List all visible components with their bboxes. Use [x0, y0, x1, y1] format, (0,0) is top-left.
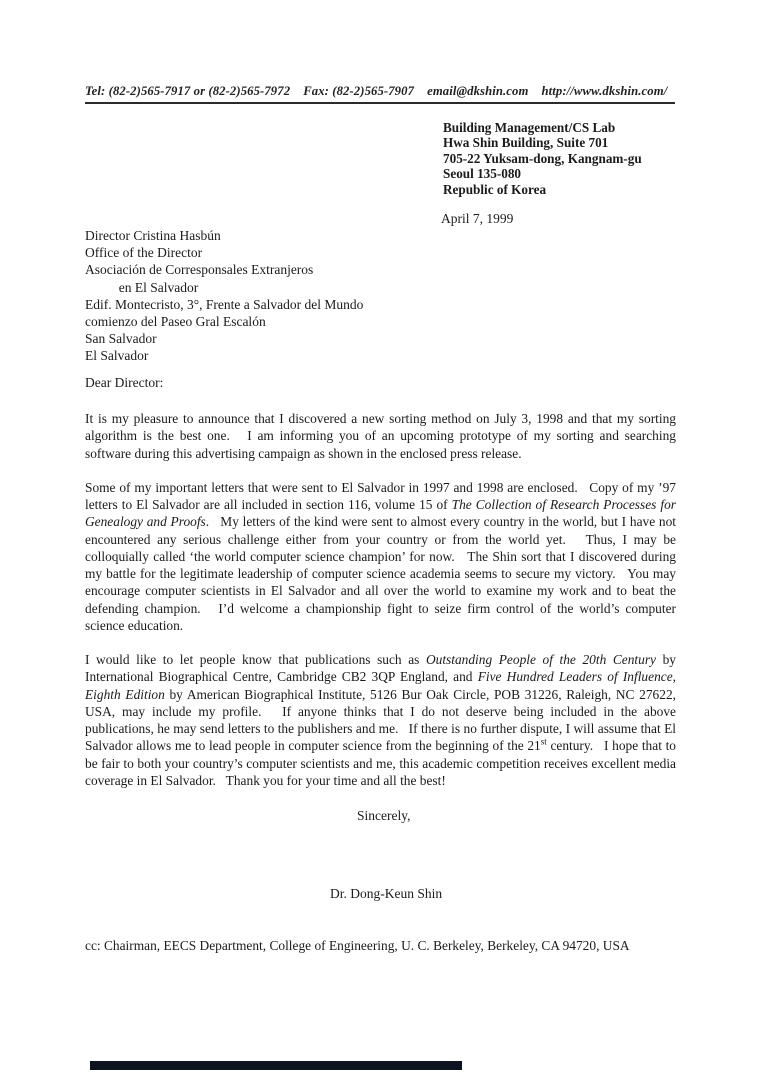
closing-line: Sincerely,	[357, 808, 411, 823]
paragraph-2: Some of my important letters that were sent to El Salvador in 1997 and 1998 are enclosed. Copy of my ’97 letters to El Salvador are all included in section 116, volume 15 of The Collection of Research Processes for Genealogy and Proofs. My letters of the kind were sent to almost every country in the world, but I have not encountered any serious challenge either from your country or from the world yet. Thus, I may be colloquially called ‘the world computer science champion’ for now. The Shin sort that I discovered during my battle for the legitimate leadership of computer science academia seems to secure my victory. You may encourage computer scientists in El Salvador and all over the world to examine my work and to beat the defending champion. I’d welcome a championship fight to seize firm control of the world’s computer science education.	[85, 479, 680, 633]
header-contact-line: Tel: (82-2)565-7917 or (82-2)565-7972 Fax: (82-2)565-7907 email@dkshin.com http://www.dkshin.com/	[85, 84, 675, 104]
paragraph-1: It is my pleasure to announce that I discovered a new sorting method on July 3, 1998 and that my sorting algorithm is the best one. I am informing you of an upcoming prototype of my sorting and searching software during this advertising campaign as shown in the enclosed press release.	[85, 411, 680, 461]
signature-name: Dr. Dong-Keun Shin	[330, 886, 443, 901]
letter-body	[85, 410, 680, 789]
cc-line: cc: Chairman, EECS Department, College of Engineering, U. C. Berkeley, Berkeley, CA 94720, USA	[85, 938, 630, 953]
date-line: April 7, 1999	[441, 211, 514, 226]
recipient-address-block: Director Cristina Hasbún Office of the Director Asociación de Corresponsales Extranjeros en El Salvador Edif. Montecristo, 3°, Frente a Salvador del Mundo comienzo del Paseo Gral Escalón San Salvador El Salvador	[85, 228, 364, 364]
sender-address-block: Building Management/CS Lab Hwa Shin Building, Suite 701 705-22 Yuksam-dong, Kangnam-gu Seoul 135-080 Republic of Korea	[443, 120, 642, 197]
salutation: Dear Director:	[85, 375, 164, 390]
paragraph-3: I would like to let people know that publications such as Outstanding People of the 20th Century by International Biographical Centre, Cambridge CB2 3QP England, and Five Hundred Leaders of Influence, Eighth Edition by American Biographical Institute, 5126 Bur Oak Circle, POB 31226, Raleigh, NC 27622, USA, may include my profile. If anyone thinks that I do not deserve being included in the above publications, he may send letters to the publishers and me. If there is no further dispute, I will assume that El Salvador allows me to lead people in computer science from the beginning of the 21st century. I hope that to be fair to both your country’s computer scientists and me, this academic competition receives excellent media coverage in El Salvador. Thank you for your time and all the best!	[85, 652, 680, 788]
scan-artifact-bar	[90, 1061, 462, 1070]
